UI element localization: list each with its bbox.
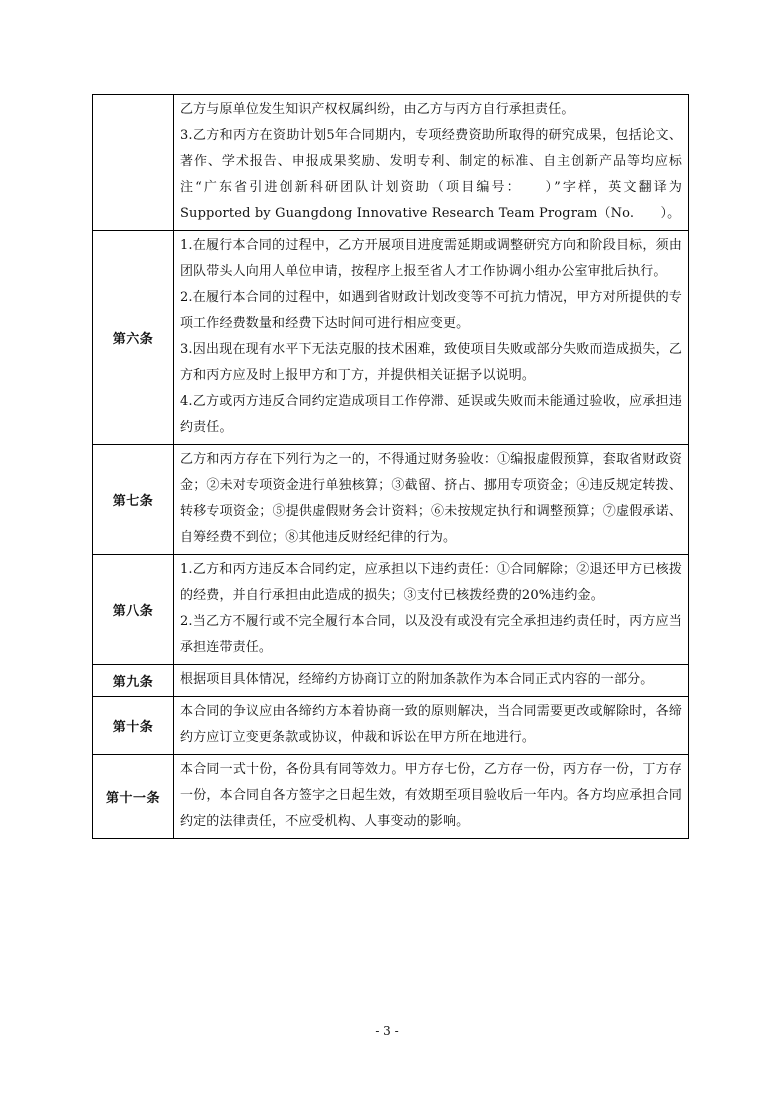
- clause-row-article-6: [93, 231, 689, 445]
- clause-content: [174, 231, 689, 445]
- clause-label: 第八条: [93, 555, 174, 665]
- clause-paragraph: 乙方与原单位发生知识产权权属纠纷，由乙方与丙方自行承担责任。: [180, 102, 575, 117]
- clause-row-article-10: [93, 697, 689, 755]
- clause-paragraph: 根据项目具体情况，经缔约方协商订立的附加条款作为本合同正式内容的一部分。: [180, 672, 654, 687]
- clause-content: [174, 445, 689, 555]
- clause-paragraph: 乙方和丙方存在下列行为之一的，不得通过财务验收：①编报虚假预算，套取省财政资金；②未对专项资金进行单独核算；③截留、挤占、挪用专项资金；④违反规定转拨、转移专项资金；⑤提供虚假财务会计资料；⑥未按规定执行和调整预算；⑦虚假承诺、自筹经费不到位；⑧其他违反财经纪律的行为。: [180, 452, 682, 545]
- clause-row-article-11: [93, 755, 689, 839]
- clause-paragraph: 2.在履行本合同的过程中，如遇到省财政计划改变等不可抗力情况，甲方对所提供的专项工作经费数量和经费下达时间可进行相应变更。: [180, 290, 682, 331]
- clause-label: 第十条: [93, 697, 174, 755]
- clause-label: 第九条: [93, 665, 174, 697]
- clause-content: [174, 95, 689, 231]
- clause-content: [174, 665, 689, 697]
- clause-paragraph: 3.因出现在现有水平下无法克服的技术困难，致使项目失败或部分失败而造成损失，乙方和丙方应及时上报甲方和丁方，并提供相关证据予以说明。: [180, 342, 682, 383]
- clause-paragraph: 1.在履行本合同的过程中，乙方开展项目进度需延期或调整研究方向和阶段目标，须由团队带头人向用人单位申请，按程序上报至省人才工作协调小组办公室审批后执行。: [180, 238, 682, 279]
- clause-row-article-7: [93, 445, 689, 555]
- clause-paragraph: 本合同一式十份，各份具有同等效力。甲方存七份，乙方存一份，丙方存一份，丁方存一份，本合同自各方签字之日起生效，有效期至项目验收后一年内。各方均应承担合同约定的法律责任，不应受机构、人事变动的影响。: [180, 762, 682, 829]
- clause-content: [174, 755, 689, 839]
- clause-row-article-9: [93, 665, 689, 697]
- clause-content: [174, 697, 689, 755]
- clause-content: [174, 555, 689, 665]
- clause-paragraph: 3.乙方和丙方在资助计划5年合同期内，专项经费资助所取得的研究成果，包括论文、著作、学术报告、申报成果奖励、发明专利、制定的标准、自主创新产品等均应标注“广东省引进创新科研团队计划资助（项目编号： ）”字样，英文翻译为Supported by Guangdong Innovative Research Team Program（No. ）。: [180, 128, 682, 221]
- page-number: - 3 -: [375, 1024, 399, 1038]
- clause-label: 第六条: [93, 231, 174, 445]
- contract-clauses-table: [92, 94, 689, 839]
- clause-paragraph: 1.乙方和丙方违反本合同约定，应承担以下违约责任：①合同解除；②退还甲方已核拨的经费，并自行承担由此造成的损失；③支付已核拨经费的20%违约金。: [180, 562, 682, 603]
- clause-label: [93, 95, 174, 231]
- clause-label: 第十一条: [93, 755, 174, 839]
- clause-row-article-8: [93, 555, 689, 665]
- clause-paragraph: 2.当乙方不履行或不完全履行本合同，以及没有或没有完全承担违约责任时，丙方应当承担连带责任。: [180, 614, 682, 655]
- clause-paragraph: 本合同的争议应由各缔约方本着协商一致的原则解决，当合同需要更改或解除时，各缔约方应订立变更条款或协议，仲裁和诉讼在甲方所在地进行。: [180, 704, 682, 745]
- clause-label: 第七条: [93, 445, 174, 555]
- clause-row-continued: [93, 95, 689, 231]
- clause-paragraph: 4.乙方或丙方违反合同约定造成项目工作停滞、延误或失败而未能通过验收，应承担违约责任。: [180, 394, 682, 435]
